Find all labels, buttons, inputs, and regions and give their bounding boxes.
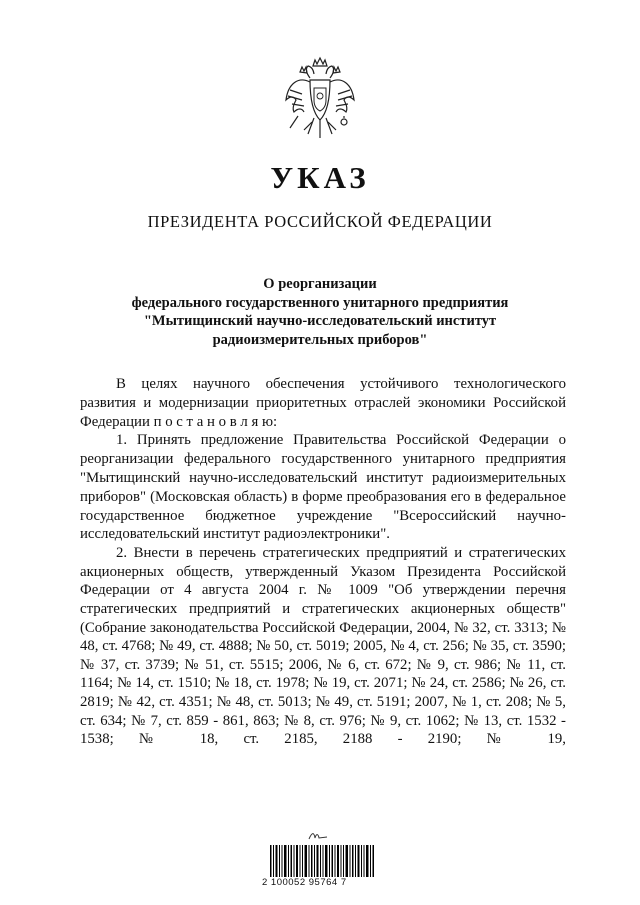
decree-heading	[100, 275, 540, 349]
coat-of-arms-icon	[280, 56, 360, 148]
barcode-number: 2 100052 95764 7	[262, 877, 347, 888]
heading-line: О реорганизации	[263, 276, 377, 292]
heading-line: "Мытищинский научно-исследовательский институт	[143, 313, 497, 329]
barcode-icon	[270, 845, 374, 877]
decree-subtitle: ПРЕЗИДЕНТА РОССИЙСКОЙ ФЕДЕРАЦИИ	[147, 212, 493, 231]
decree-body	[80, 375, 566, 749]
decree-title: УКАЗ	[270, 160, 370, 195]
item-1-paragraph: 1. Принять предложение Правительства Российской Федерации о реорганизации федерального государственного унитарного предприятия "Мытищинский научно-исследовательский институт радиоизмерительных приборов" (Московская область) в форме преобразования его в федеральное государственное бюджетное учреждение "Всероссийский научно-исследовательский институт радиоэлектроники".	[80, 432, 566, 543]
heading-line: федерального государственного унитарного предприятия	[131, 294, 509, 311]
preamble-paragraph: В целях научного обеспечения устойчивого технологического развития и модернизации приоритетных отраслей экономики Российской Федерации п о с т а н о в л я ю:	[80, 376, 566, 430]
item-2-paragraph: 2. Внести в перечень стратегических предприятий и стратегических акционерных обществ, утвержденный Указом Президента Российской Федерации от 4 августа 2004 г. № 1009 "Об утверждении перечня стратегических предприятий и стратегических акционерных обществ" (Собрание законодательства Российской Федерации, 2004, № 32, ст. 3313; № 48, ст. 4768; № 49, ст. 4888; № 50, ст. 5019; 2005, № 4, ст. 256; № 35, ст. 3590; № 37, ст. 3739; № 51, ст. 5515; 2006, № 6, ст. 672; № 9, ст. 986; № 11, ст. 1164; № 14, ст. 1510; № 18, ст. 1978; № 19, ст. 2071; № 24, ст. 2586; № 26, ст. 2819; № 42, ст. 4351; № 48, ст. 5013; № 49, ст. 5191; 2007, № 1, ст. 208; № 5, ст. 634; № 7, ст. 859 - 861, 863; № 8, ст. 976; № 9, ст. 1062; № 13, ст. 1532 - 1538; № 18, ст. 2185, 2188 - 2190; № 19,	[80, 545, 566, 748]
heading-line: радиоизмерительных приборов"	[212, 331, 428, 348]
signature-mark-icon	[307, 830, 331, 842]
